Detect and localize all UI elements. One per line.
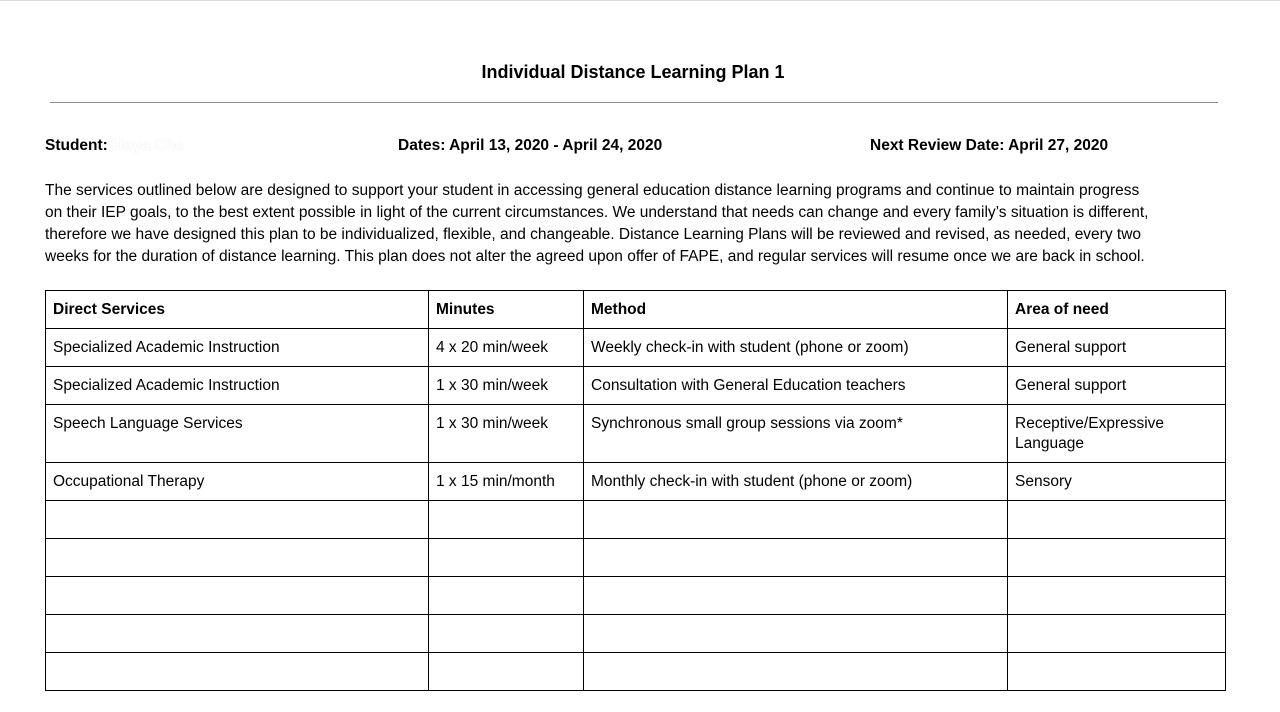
- cell-minutes: 1 x 30 min/week: [429, 405, 584, 463]
- document-title: Individual Distance Learning Plan 1: [481, 62, 785, 82]
- student-label: Student:: [45, 137, 108, 154]
- empty-table-row: [46, 615, 1226, 653]
- empty-cell: [46, 577, 429, 615]
- cell-method: Monthly check-in with student (phone or zoom): [584, 463, 1008, 501]
- empty-table-row: [46, 653, 1226, 691]
- header-method: Method: [584, 291, 1008, 329]
- empty-table-row: [46, 577, 1226, 615]
- empty-cell: [46, 653, 429, 691]
- cell-area: General support: [1008, 367, 1226, 405]
- plan-dates: Dates: April 13, 2020 - April 24, 2020: [398, 137, 663, 154]
- empty-cell: [584, 577, 1008, 615]
- header-area-of-need: Area of need: [1008, 291, 1226, 329]
- empty-cell: [1008, 615, 1226, 653]
- empty-cell: [46, 539, 429, 577]
- table-row: [46, 463, 1226, 501]
- cell-minutes: 1 x 30 min/week: [429, 367, 584, 405]
- cell-service: Speech Language Services: [46, 405, 429, 463]
- cell-method: Weekly check-in with student (phone or zoom): [584, 329, 1008, 367]
- empty-cell: [1008, 501, 1226, 539]
- empty-cell: [1008, 653, 1226, 691]
- next-review-date: Next Review Date: April 27, 2020: [870, 137, 1109, 154]
- empty-cell: [584, 539, 1008, 577]
- empty-table-row: [46, 539, 1226, 577]
- cell-area: Receptive/Expressive Language: [1008, 405, 1226, 463]
- cell-service: Occupational Therapy: [46, 463, 429, 501]
- header-minutes: Minutes: [429, 291, 584, 329]
- cell-minutes: 4 x 20 min/week: [429, 329, 584, 367]
- services-table: [45, 290, 1226, 691]
- empty-cell: [584, 615, 1008, 653]
- student-field: [45, 136, 185, 156]
- cell-area: General support: [1008, 329, 1226, 367]
- cell-method: Consultation with General Education teachers: [584, 367, 1008, 405]
- table-row: [46, 405, 1226, 463]
- header-direct-services: Direct Services: [46, 291, 429, 329]
- cell-service: Specialized Academic Instruction: [46, 329, 429, 367]
- empty-cell: [46, 501, 429, 539]
- empty-cell: [429, 653, 584, 691]
- empty-cell: [584, 653, 1008, 691]
- intro-paragraph: The services outlined below are designed to support your student in accessing general education distance learning programs and continue to maintain progress on their IEP goals, to the best extent possible in light of the current circumstances. We understand that needs can change and every family’s situation is different, therefore we have designed this plan to be individualized, flexible, and changeable. Distance Learning Plans will be reviewed and revised, as needed, every two weeks for the duration of distance learning. This plan does not alter the agreed upon offer of FAPE, and regular services will resume once we are back in school.: [45, 182, 1149, 265]
- empty-cell: [1008, 577, 1226, 615]
- empty-cell: [429, 615, 584, 653]
- empty-table-row: [46, 501, 1226, 539]
- page-top-edge: [0, 0, 1280, 1]
- table-row: [46, 367, 1226, 405]
- title-divider: [50, 102, 1218, 103]
- cell-method: Synchronous small group sessions via zoom*: [584, 405, 1008, 463]
- empty-cell: [429, 577, 584, 615]
- empty-cell: [429, 501, 584, 539]
- student-name-redacted: Hoya Cho: [112, 137, 185, 154]
- table-header-row: [46, 291, 1226, 329]
- cell-service: Specialized Academic Instruction: [46, 367, 429, 405]
- cell-area: Sensory: [1008, 463, 1226, 501]
- empty-cell: [1008, 539, 1226, 577]
- table-row: [46, 329, 1226, 367]
- empty-cell: [429, 539, 584, 577]
- empty-cell: [46, 615, 429, 653]
- empty-cell: [584, 501, 1008, 539]
- cell-minutes: 1 x 15 min/month: [429, 463, 584, 501]
